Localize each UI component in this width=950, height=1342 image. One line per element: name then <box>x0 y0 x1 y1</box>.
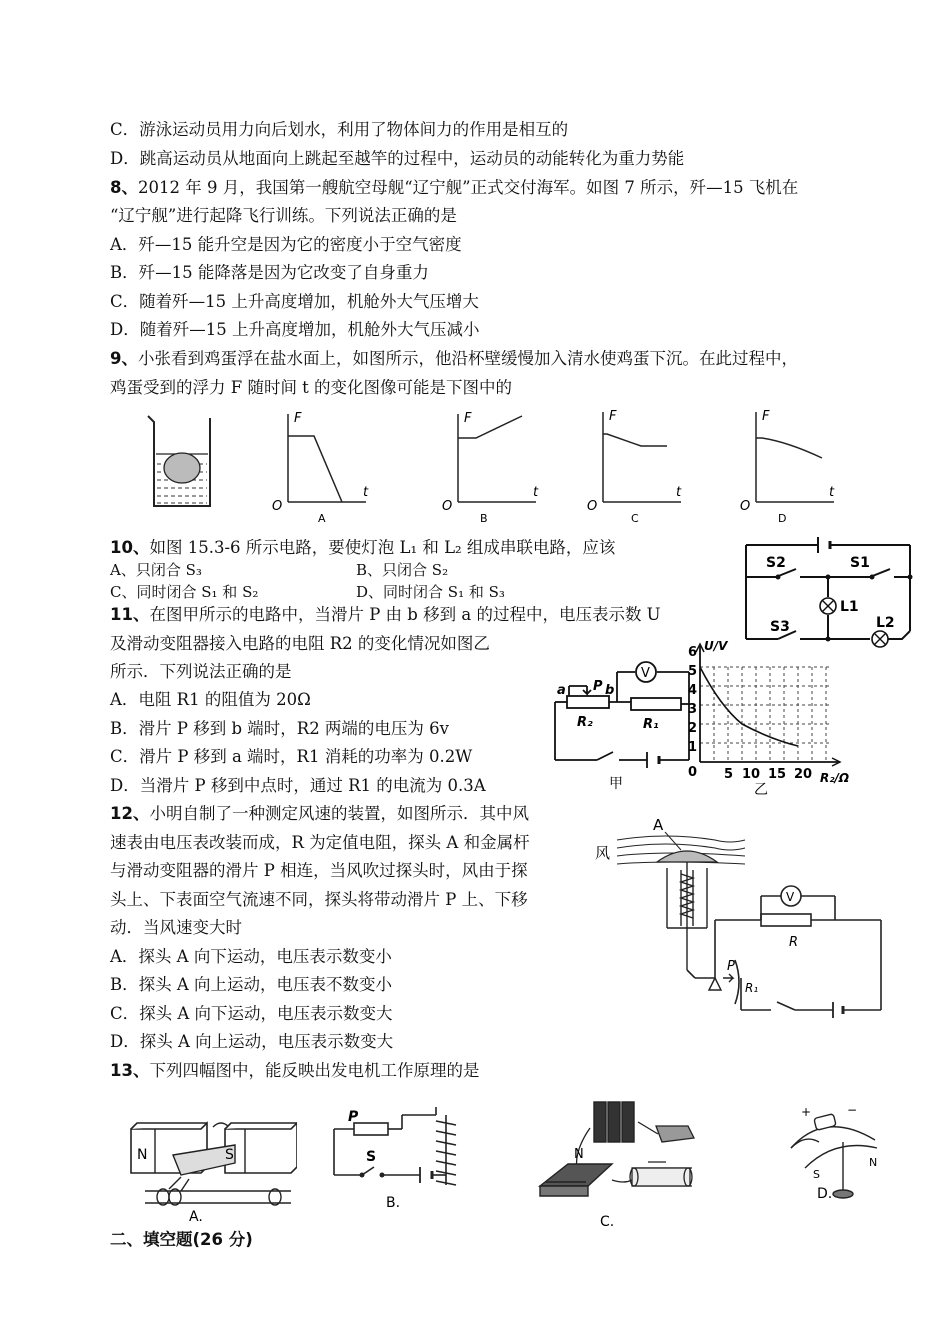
q13-a-label-n: N <box>137 1147 148 1163</box>
q9-graph-d-x-label: t <box>829 485 835 500</box>
q11-stem-line1 <box>110 604 661 626</box>
q11-yi-xtick-15: 15 <box>768 767 787 782</box>
q10-options-row1 <box>110 559 550 581</box>
q9-graph-c-y-label: F <box>609 409 617 424</box>
q9-graph-c-x-label: t <box>676 485 682 500</box>
q9-graph-b-x-label: t <box>533 485 539 500</box>
q13-a-caption: A. <box>189 1209 203 1225</box>
q9-graph-c <box>585 406 695 524</box>
q13-figure-d <box>785 1098 895 1208</box>
q9-beaker-figure <box>144 412 218 512</box>
q10-label-l1: L1 <box>840 599 859 615</box>
q11-yi-y-label: U/V <box>704 639 728 653</box>
q9-graph-c-caption: C <box>631 512 639 524</box>
q13-d-label-plus: + <box>801 1105 812 1119</box>
q11-yi-ytick-1: 1 <box>688 740 698 755</box>
q11-yi-ytick-4: 4 <box>688 683 698 698</box>
q12-stem-line3: 与滑动变阻器的滑片 P 相连，当风吹过探头时，风由于探 <box>110 861 528 880</box>
q11-yi-xtick-10: 10 <box>742 767 761 782</box>
q10-option-c: C、同时闭合 S₁ 和 S₂ <box>110 583 259 601</box>
section-2-title: 二、填空题(26 分) <box>110 1230 253 1249</box>
q11-jia-caption: 甲 <box>609 776 623 792</box>
q9-graph-d-origin: O <box>740 499 751 514</box>
q11-yi-ytick-2: 2 <box>688 721 698 736</box>
q12-stem-text1: 小明自制了一种测定风速的装置，如图所示．其中风 <box>149 804 529 823</box>
q9-graph-b-origin: O <box>442 499 453 514</box>
q11-option-b: B．滑片 P 移到 b 端时，R2 两端的电压为 6v <box>110 719 449 738</box>
q8-number: 8、 <box>110 178 138 197</box>
q11-yi-ytick-3: 3 <box>688 702 698 717</box>
q7-option-d: D．跳高运动员从地面向上跳起至越竿的过程中，运动员的动能转化为重力势能 <box>110 149 685 168</box>
q13-c-caption: C. <box>600 1214 615 1230</box>
q12-stem-line5: 动．当风速变大时 <box>110 918 242 937</box>
q10-option-a: A、只闭合 S₃ <box>110 561 202 579</box>
q12-voltmeter: V <box>786 890 795 904</box>
q11-yi-caption: 乙 <box>754 782 768 796</box>
q13-b-label-s: S <box>366 1149 377 1165</box>
q9-graph-a-caption: A <box>318 512 326 524</box>
q9-stem-text1: 小张看到鸡蛋浮在盐水面上，如图所示，他沿杯壁缓慢加入清水使鸡蛋下沉。在此过程中， <box>137 349 798 368</box>
q11-number: 11、 <box>110 605 150 624</box>
q9-graph-d-caption: D <box>778 512 787 524</box>
q11-option-c: C．滑片 P 移到 a 端时，R1 消耗的功率为 0.2W <box>110 747 473 766</box>
q10-label-s3: S3 <box>770 619 790 635</box>
q12-option-b: B．探头 A 向上运动，电压表不数变小 <box>110 975 393 994</box>
q12-label-wind: 风 <box>595 844 611 862</box>
q13-c-label-n: N <box>574 1147 584 1162</box>
q12-stem-line4: 头上、下表面空气流速不同，探头将带动滑片 P 上、下移 <box>110 890 528 909</box>
q13-number: 13、 <box>110 1061 150 1080</box>
q8-option-c: C．随着歼—15 上升高度增加，机舱外大气压增大 <box>110 292 479 311</box>
q11-yi-xtick-20: 20 <box>794 767 813 782</box>
q11-jia-label-p: P <box>593 679 603 694</box>
q10-label-s1: S1 <box>850 555 870 571</box>
q12-option-c: C．探头 A 向下运动，电压表示数变大 <box>110 1004 393 1023</box>
q9-graph-d-y-label: F <box>762 409 770 424</box>
q10-number: 10、 <box>110 538 150 557</box>
q9-graph-c-origin: O <box>587 499 598 514</box>
q11-stem-text1: 在图甲所示的电路中，当滑片 P 由 b 移到 a 的过程中，电压表示数 U <box>149 605 661 624</box>
q9-graph-b <box>440 406 550 524</box>
q10-stem-text: 如图 15.3-6 所示电路，要使灯泡 L₁ 和 L₂ 组成串联电路，应该 <box>149 538 616 557</box>
q10-option-d: D、同时闭合 S₁ 和 S₃ <box>356 583 505 601</box>
q10-label-s2: S2 <box>766 555 786 571</box>
q12-label-p: P <box>727 959 735 974</box>
q12-number: 12、 <box>110 804 150 823</box>
q12-label-r: R <box>789 935 799 950</box>
q8-option-a: A．歼—15 能升空是因为它的密度小于空气密度 <box>110 235 462 254</box>
q12-option-a: A．探头 A 向下运动，电压表示数变小 <box>110 947 392 966</box>
q13-a-label-s: S <box>225 1147 234 1163</box>
q8-option-d: D．随着歼—15 上升高度增加，机舱外大气压减小 <box>110 320 480 339</box>
q9-graph-b-y-label: F <box>464 411 472 426</box>
q9-number: 9、 <box>110 349 138 368</box>
q13-stem-text: 下列四幅图中，能反映出发电机工作原理的是 <box>149 1061 480 1080</box>
q11-stem-line3: 所示．下列说法正确的是 <box>110 662 292 681</box>
q12-label-a: A <box>653 816 664 834</box>
q9-graph-b-caption: B <box>480 512 488 524</box>
q10-option-b: B、只闭合 S₂ <box>356 561 449 579</box>
q9-graph-a-x-label: t <box>363 485 369 500</box>
q12-stem-line2: 速表由电压表改装而成，R 为定值电阻，探头 A 和金属杆 <box>110 833 530 852</box>
q13-figure-a <box>125 1105 297 1225</box>
q8-option-b: B．歼—15 能降落是因为它改变了自身重力 <box>110 263 429 282</box>
q13-d-label-n: N <box>869 1156 878 1169</box>
q11-yi-ytick-5: 5 <box>688 664 698 679</box>
q13-d-label-s: S <box>813 1168 820 1181</box>
q13-d-label-minus: − <box>847 1103 858 1117</box>
q11-circuit-jia <box>547 660 697 794</box>
q9-graph-a-origin: O <box>272 499 283 514</box>
q12-wind-figure <box>595 810 887 1020</box>
q12-stem-line1 <box>110 803 529 825</box>
q8-stem-line2: “辽宁舰”进行起降飞行训练。下列说法正确的是 <box>110 206 457 225</box>
q13-stem <box>110 1060 479 1082</box>
q11-yi-origin: 0 <box>688 765 698 780</box>
q8-stem-text1: 2012 年 9 月，我国第一艘航空母舰“辽宁舰”正式交付海军。如图 7 所示，歼—15 飞机在 <box>137 178 799 197</box>
q10-stem <box>110 537 615 559</box>
q11-yi-xtick-5: 5 <box>724 767 734 782</box>
q9-stem-line1 <box>110 348 798 370</box>
q13-figure-c <box>532 1098 712 1230</box>
q10-options-row2 <box>110 581 550 603</box>
q9-stem-line2: 鸡蛋受到的浮力 F 随时间 t 的变化图像可能是下图中的 <box>110 378 513 397</box>
q11-option-d: D．当滑片 P 移到中点时，通过 R1 的电流为 0.3A <box>110 776 486 795</box>
q11-stem-line2: 及滑动变阻器接入电路的电阻 R2 的变化情况如图乙 <box>110 634 490 653</box>
q12-label-r1: R₁ <box>745 981 759 995</box>
q11-yi-ytick-6: 6 <box>688 645 698 660</box>
q13-b-label-p: P <box>348 1109 359 1125</box>
q13-d-caption: D. <box>817 1186 833 1202</box>
q8-stem-line1 <box>110 177 798 199</box>
q10-label-l2: L2 <box>876 615 895 631</box>
q11-yi-x-label: R₂/Ω <box>820 771 850 785</box>
q11-graph-yi <box>680 636 860 796</box>
q11-jia-label-b: b <box>605 683 615 698</box>
q13-figure-b <box>326 1105 476 1215</box>
q11-jia-label-a: a <box>557 683 566 698</box>
q11-option-a: A．电阻 R1 的阻值为 20Ω <box>110 690 311 709</box>
q9-graph-a <box>270 406 380 524</box>
q7-option-c: C．游泳运动员用力向后划水，利用了物体间力的作用是相互的 <box>110 120 569 139</box>
q11-jia-voltmeter: V <box>641 666 650 681</box>
q13-b-caption: B. <box>386 1195 401 1211</box>
q9-graph-a-y-label: F <box>294 411 302 426</box>
q11-jia-label-r2: R₂ <box>577 715 593 730</box>
q11-jia-label-r1: R₁ <box>643 717 659 732</box>
q12-option-d: D．探头 A 向上运动，电压表示数变大 <box>110 1032 394 1051</box>
q9-graph-d <box>738 406 848 524</box>
